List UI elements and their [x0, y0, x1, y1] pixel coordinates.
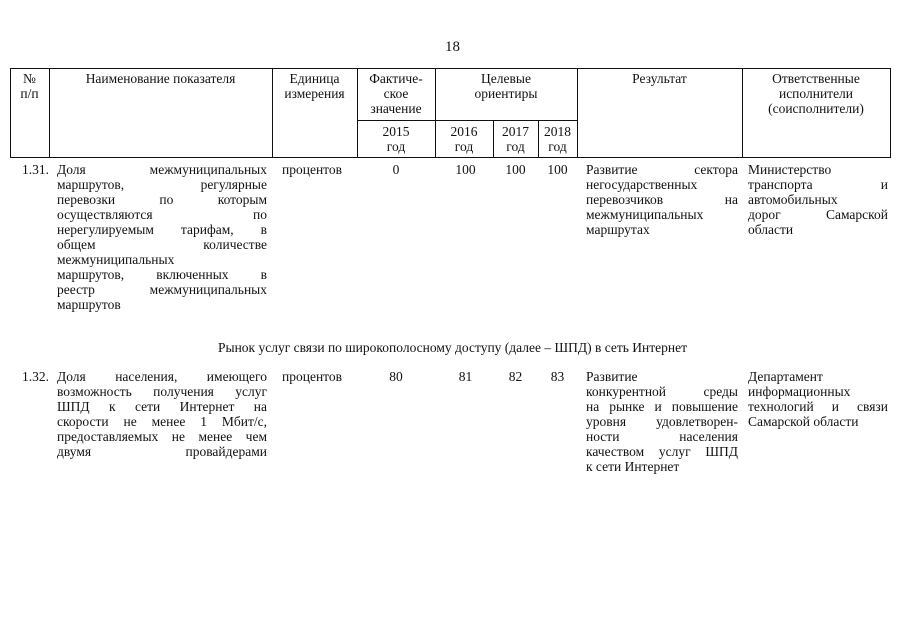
- header-num: № п/п: [20, 71, 39, 101]
- row-2-name: Доля населения, имеющего возможность получения услуг ШПД к сети Интернет на скорости не менее 1 Мбит/с, предоставляемых не менее чем двумя провайдерами: [57, 369, 267, 459]
- header-result: Результат: [632, 71, 687, 86]
- row-2-value-2016: 81: [458, 369, 473, 384]
- header-unit: Единица измерения: [284, 71, 345, 101]
- row-2-value-2015: 80: [389, 369, 403, 384]
- row-1-value-2017: 100: [505, 162, 526, 177]
- row-1-responsible: Министерство транспорта и автомобильных дорог Самарской области: [748, 162, 888, 237]
- header-actual: Фактиче- ское значение: [369, 71, 423, 116]
- table-top-border: [10, 68, 890, 69]
- row-2-value-2018: 83: [550, 369, 565, 384]
- row-2-value-2017: 82: [508, 369, 523, 384]
- row-1-value-2018: 100: [547, 162, 568, 177]
- header-responsible: Ответственные исполнители (соисполнители): [768, 71, 864, 116]
- row-1-value-2015: 0: [392, 162, 400, 177]
- header-year-2015: 2015 год: [382, 124, 410, 154]
- row-1-num: 1.31.: [22, 162, 49, 177]
- row-2-num: 1.32.: [22, 369, 49, 384]
- row-1-name: Доля межмуниципальных маршрутов, регулярные перевозки по которым осуществляются по нерегулируемым тарифам, в общем количестве межмуниципальных маршрутов, включенных в реестр межмуниципальных маршрутов: [57, 162, 267, 312]
- header-bottom-border: [10, 157, 890, 158]
- page-number: 18: [445, 39, 460, 55]
- row-2-responsible: Департамент информационных технологий и связи Самарской области: [748, 369, 888, 429]
- row-2-result: Развитие конкурентной среды на рынке и повышение уровня удовлетворен- ности населения качеством услуг ШПД к сети Интернет: [586, 369, 738, 474]
- row-1-value-2016: 100: [455, 162, 476, 177]
- row-2-unit: процентов: [282, 369, 343, 384]
- header-year-2016: 2016 год: [450, 124, 478, 154]
- section-title: Рынок услуг связи по широкополосному доступу (далее – ШПД) в сеть Интернет: [217, 340, 688, 355]
- row-1-result: Развитие сектора негосударственных перевозчиков на межмуниципальных маршрутах: [586, 162, 738, 237]
- header-year-2017: 2017 год: [502, 124, 529, 154]
- header-year-2018: 2018 год: [544, 124, 571, 154]
- year-row-divider: [357, 120, 577, 121]
- row-1-unit: процентов: [282, 162, 343, 177]
- col-border-9: [890, 68, 891, 158]
- header-name: Наименование показателя: [85, 71, 236, 86]
- header-targets: Целевые ориентиры: [474, 71, 538, 101]
